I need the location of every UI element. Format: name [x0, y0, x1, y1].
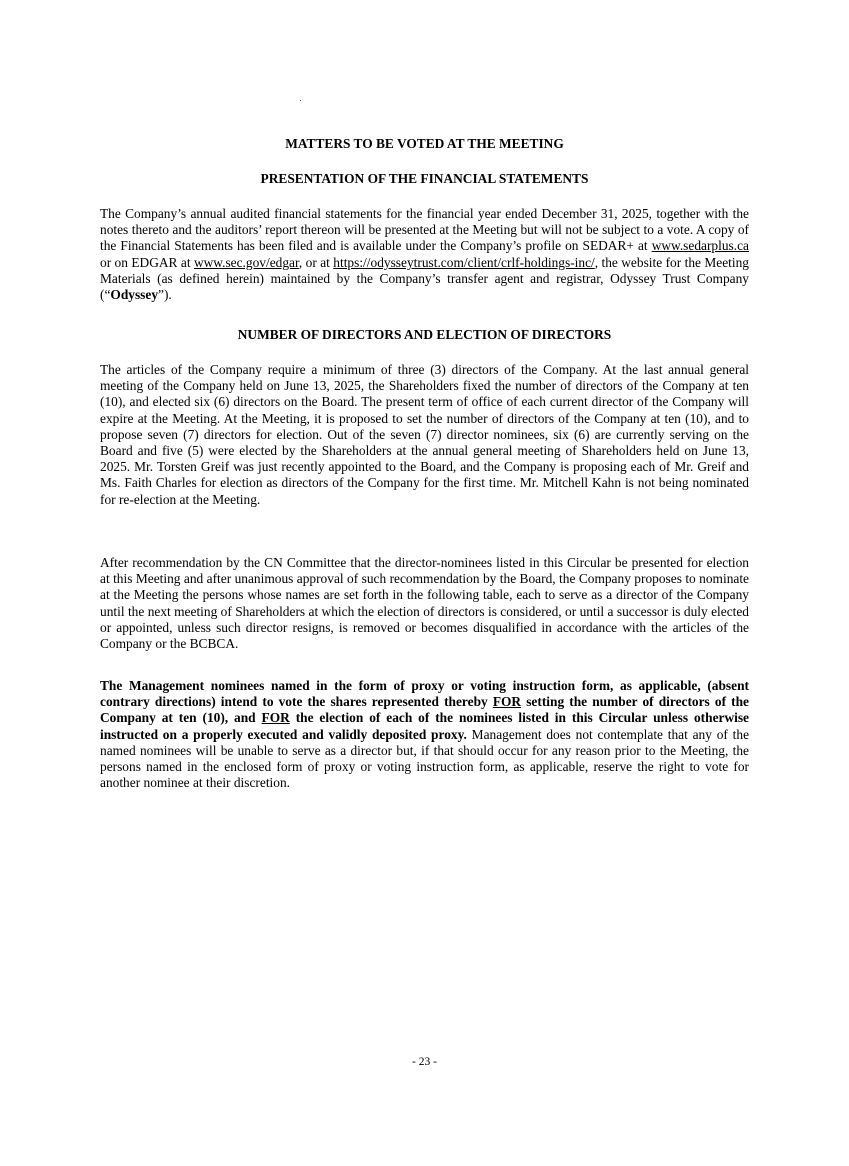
financial-statements-text-4: , the website for the Meeting Materials (as defined herein) maintained by the Company’s transfer agent and registrar, Odyssey Trust Company (“ [100, 254, 749, 303]
management-nominees-paragraph [100, 678, 749, 791]
financial-statements-text-5: ”). [158, 287, 172, 303]
financial-statements-paragraph [100, 206, 749, 303]
section-heading-matters-to-be-voted: MATTERS TO BE VOTED AT THE MEETING [285, 136, 564, 151]
section-heading-presentation-of-financial-statements: PRESENTATION OF THE FINANCIAL STATEMENTS [260, 171, 589, 186]
for-emphasis-1: FOR [492, 694, 522, 710]
sedar-link[interactable]: www.sedarplus.ca [651, 238, 749, 254]
financial-statements-text-1: The Company’s annual audited financial statements for the financial year ended December 31, 2025, together with the notes thereto and the auditors’ report thereon will be presented at the Meeting but will not be subject to a vote. A copy of the Financial Statements has been filed and is available under the Company’s profile on SEDAR+ at [100, 206, 749, 254]
financial-statements-text-3: , or at [298, 254, 334, 270]
edgar-link[interactable]: www.sec.gov/edgar [193, 254, 299, 270]
management-bold-text-1: The Management nominees named in the form of proxy or voting instruction form, as applicable, (absent contrary directions) intend to vote the shares represented thereby [100, 678, 749, 710]
management-bold-text-3: the election of each of the nominees listed in this Circular unless otherwise instructed on a properly executed and validly deposited proxy. [100, 710, 749, 742]
financial-statements-text-2: or on EDGAR at [100, 254, 194, 270]
section-heading-number-and-election-of-directors: NUMBER OF DIRECTORS AND ELECTION OF DIRECTORS [237, 327, 612, 342]
management-bold-text-2: setting the number of directors of the Company at ten (10), and [100, 694, 749, 726]
odyssey-defined-term: Odyssey [110, 287, 159, 303]
stray-mark [300, 100, 301, 101]
page-number: - 23 - [412, 1056, 437, 1068]
directors-paragraph-articles: The articles of the Company require a minimum of three (3) directors of the Company. At the last annual general meeting of the Company held on June 13, 2025, the Shareholders fixed the number of directors of the Company at ten (10), and elected six (6) directors on the Board. The present term of office of each current director of the Company will expire at the Meeting. At the Meeting, it is proposed to set the number of directors of the Company at ten (10), and to propose seven (7) directors for election. Out of the seven (7) director nominees, six (6) are currently serving on the Board and five (5) were elected by the Shareholders at the annual general meeting of Shareholders held on June 13, 2025. Mr. Torsten Greif was just recently appointed to the Board, and the Company is proposing each of Mr. Greif and Ms. Faith Charles for election as directors of the Company for the first time. Mr. Mitchell Kahn is not being nominated for re-election at the Meeting. [100, 362, 749, 507]
for-emphasis-2: FOR [261, 710, 290, 726]
management-normal-text: Management does not contemplate that any of the named nominees will be unable to serve as a director but, if that should occur for any reason prior to the Meeting, the persons named in the enclosed form of proxy or voting instruction form, as applicable, reserve the right to vote for another nominee at their discretion. [100, 726, 750, 791]
directors-paragraph-recommendation: After recommendation by the CN Committee that the director-nominees listed in this Circular be presented for election at this Meeting and after unanimous approval of such recommendation by the Board, the Company proposes to nominate at the Meeting the persons whose names are set forth in the following table, each to serve as a director of the Company until the next meeting of Shareholders at which the election of directors is considered, or until a successor is duly elected or appointed, unless such director resigns, is removed or becomes disqualified in accordance with the articles of the Company or the BCBCA. [100, 555, 749, 652]
odyssey-website-link[interactable]: https://odysseytrust.com/client/crlf-holdings-inc/ [333, 254, 595, 270]
